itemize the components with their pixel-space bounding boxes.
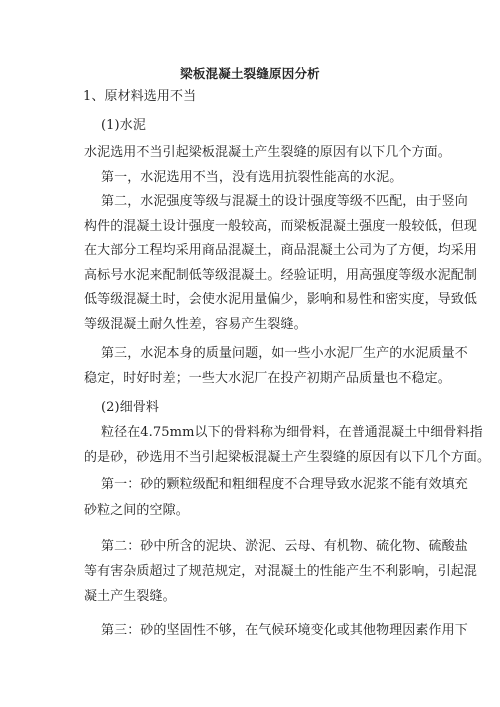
paragraph-line: 等级混凝土耐久性差，容易产生裂缝。 (84, 317, 307, 332)
paragraph-line: 水泥选用不当引起梁板混凝土产生裂缝的原因有以下几个方面。 (84, 145, 451, 160)
paragraph-line: 高标号水泥来配制低等级混凝土。经验证明，用高强度等级水泥配制 (84, 268, 478, 283)
paragraph-line: 等有害杂质超过了规范规定，对混凝土的性能产生不利影响，引起混 (84, 564, 478, 579)
document-title: 梁板混凝土裂缝原因分析 (180, 66, 320, 81)
paragraph-line: 粒径在4.75mm以下的骨料称为细骨料，在普通混凝土中细骨料指 (101, 425, 483, 440)
paragraph-line: 第三，水泥本身的质量问题，如一些小水泥厂生产的水泥质量不 (101, 346, 468, 361)
paragraph-line: 构件的混凝土设计强度一般较高，而梁板混凝土强度一般较低，但现 (84, 219, 478, 234)
paragraph-line: 第三：砂的坚固性不够，在气候环境变化或其他物理因素作用下 (101, 623, 468, 638)
paragraph-line: 低等级混凝土时，会使水泥用量偏少，影响和易性和密实度，导致低 (84, 292, 478, 307)
paragraph-line: 第二，水泥强度等级与混凝土的设计强度等级不匹配，由于竖向 (101, 194, 468, 209)
subsection-heading: (2)细骨料 (101, 400, 160, 415)
section-heading: 1、原材料选用不当 (83, 89, 197, 104)
paragraph-line: 在大部分工程均采用商品混凝土，商品混凝土公司为了方便，均采用 (84, 243, 478, 258)
paragraph-line: 第一：砂的颗粒级配和粗细程度不合理导致水泥浆不能有效填充 (101, 477, 468, 492)
paragraph-line: 的是砂，砂选用不当引起梁板混凝土产生裂缝的原因有以下几个方面。 (84, 450, 491, 465)
paragraph-line: 第一，水泥选用不当，没有选用抗裂性能高的水泥。 (101, 170, 403, 185)
subsection-heading: (1)水泥 (101, 118, 146, 133)
paragraph-line: 第二：砂中所含的泥块、淤泥、云母、有机物、硫化物、硫酸盐 (101, 539, 468, 554)
paragraph-line: 稳定，时好时差；一些大水泥厂在投产初期产品质量也不稳定。 (84, 371, 451, 386)
paragraph-line: 砂粒之间的空隙。 (84, 503, 189, 518)
paragraph-line: 凝土产生裂缝。 (84, 589, 176, 604)
